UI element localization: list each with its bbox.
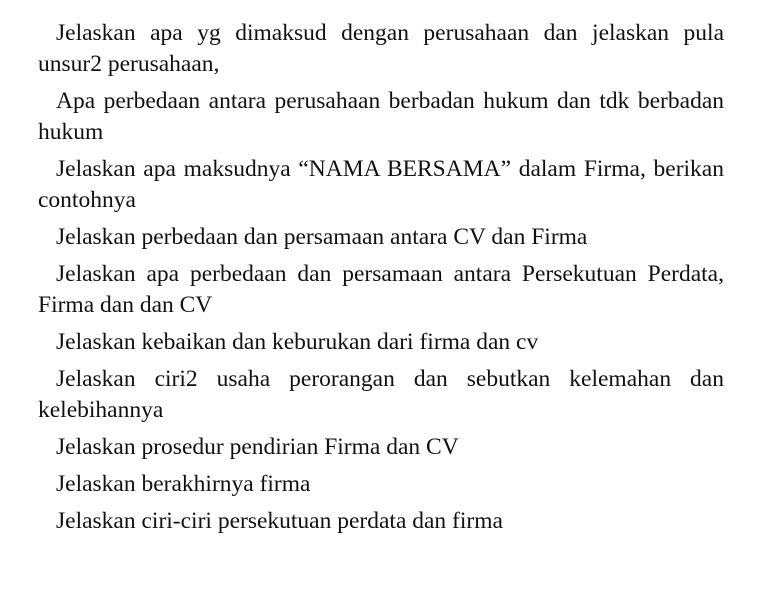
question-9: Jelaskan berakhirnya firma [56, 471, 311, 497]
question-2: Apa perbedaan antara perusahaan berbadan hukum dan tdk berbadan hukum [38, 88, 724, 145]
question-4: Jelaskan perbedaan dan persamaan antara CV dan Firma [56, 224, 588, 250]
question-10: Jelaskan ciri-ciri persekutuan perdata dan firma [56, 508, 503, 534]
question-8: Jelaskan prosedur pendirian Firma dan CV [56, 434, 459, 460]
question-1: Jelaskan apa yg dimaksud dengan perusahaan dan jelaskan pula unsur2 perusahaan, [38, 20, 724, 77]
question-3: Jelaskan apa maksudnya “NAMA BERSAMA” dalam Firma, berikan contohnya [38, 156, 724, 213]
question-7: Jelaskan ciri2 usaha perorangan dan sebutkan kelemahan dan kelebihannya [38, 366, 724, 423]
question-list [38, 18, 724, 537]
question-6: Jelaskan kebaikan dan keburukan dari firma dan cv [56, 329, 539, 355]
question-5: Jelaskan apa perbedaan dan persamaan antara Persekutuan Perdata, Firma dan dan CV [38, 261, 724, 318]
